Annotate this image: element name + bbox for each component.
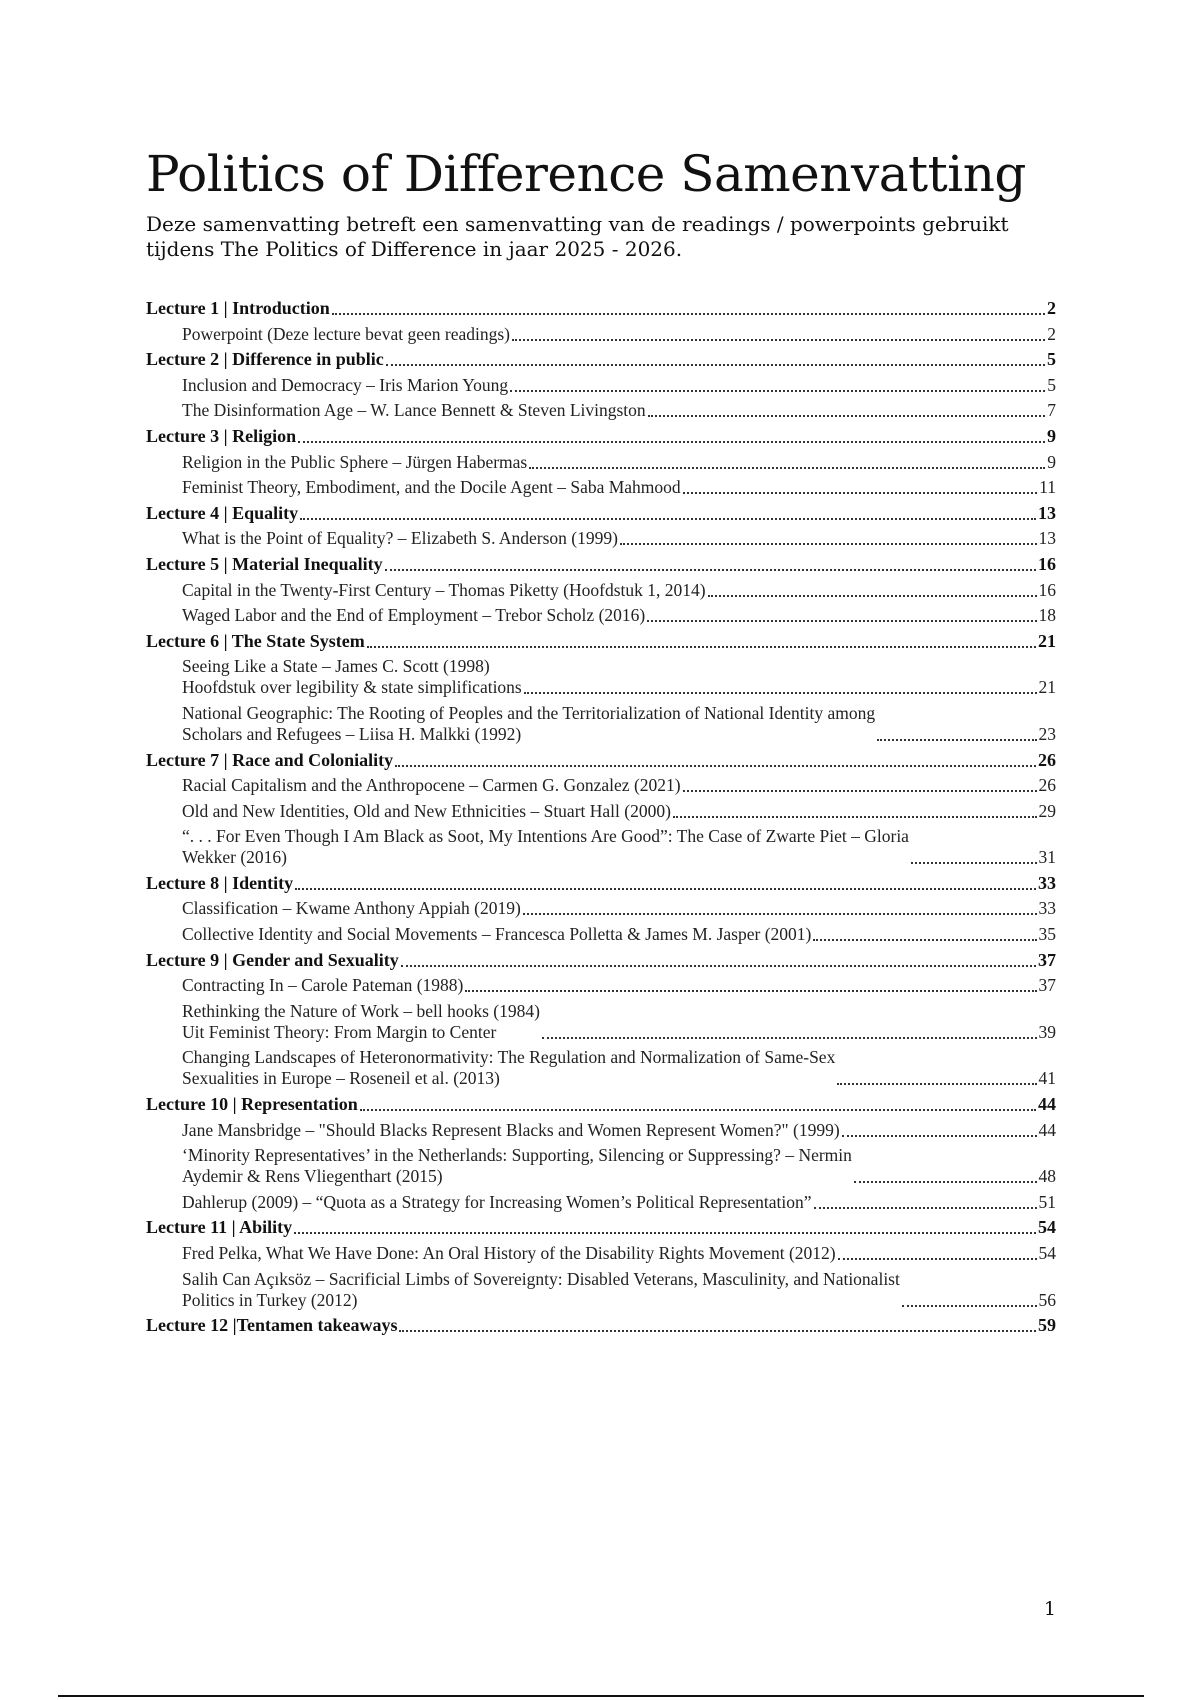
toc-dot-leader <box>683 778 1037 792</box>
toc-dot-leader <box>902 1293 1037 1307</box>
toc-entry-title: Lecture 9 | Gender and Sexuality <box>146 949 399 970</box>
toc-entry-title: Lecture 10 | Representation <box>146 1094 358 1115</box>
toc-dot-leader <box>877 727 1036 741</box>
toc-page-number: 5 <box>1047 374 1056 395</box>
toc-dot-leader <box>294 1220 1036 1234</box>
toc-lecture-entry[interactable] <box>146 631 1056 652</box>
toc-dot-leader <box>512 327 1045 341</box>
toc-reading-entry[interactable] <box>146 1192 1056 1213</box>
toc-page-number: 21 <box>1038 630 1056 651</box>
toc-reading-entry[interactable] <box>146 1001 1056 1043</box>
toc-dot-leader <box>395 753 1036 767</box>
toc-dot-leader <box>523 901 1037 915</box>
toc-entry-title: Lecture 5 | Material Inequality <box>146 553 383 574</box>
toc-dot-leader <box>529 455 1045 469</box>
toc-page-number: 16 <box>1038 553 1056 574</box>
toc-reading-entry[interactable] <box>146 801 1056 822</box>
toc-entry-title: National Geographic: The Rooting of Peoples and the Territorialization of National Identity among Scholars and Refugees – Liisa H. Malkki (1992) <box>182 702 876 744</box>
toc-dot-leader <box>332 301 1045 315</box>
toc-dot-leader <box>385 557 1036 571</box>
toc-entry-title: Dahlerup (2009) – “Quota as a Strategy for Increasing Women’s Political Representation” <box>182 1191 812 1212</box>
toc-entry-title: What is the Point of Equality? – Elizabeth S. Anderson (1999) <box>182 528 618 549</box>
toc-dot-leader <box>295 876 1036 890</box>
toc-reading-entry[interactable] <box>146 924 1056 945</box>
toc-entry-title: Religion in the Public Sphere – Jürgen Habermas <box>182 451 528 472</box>
toc-page-number: 54 <box>1038 1243 1056 1263</box>
toc-dot-leader <box>367 634 1036 648</box>
toc-page-number: 44 <box>1038 1119 1056 1140</box>
toc-entry-title: Classification – Kwame Anthony Appiah (2019) <box>182 898 521 919</box>
page-title: Politics of Difference Samenvatting <box>146 145 1026 203</box>
toc-page-number: 18 <box>1038 605 1056 626</box>
toc-dot-leader <box>510 378 1045 392</box>
toc-entry-title: Lecture 11 | Ability <box>146 1217 293 1238</box>
toc-dot-leader <box>673 804 1037 818</box>
toc-page-number: 59 <box>1038 1315 1056 1336</box>
toc-dot-leader <box>298 429 1045 443</box>
toc-entry-title: ‘Minority Representatives’ in the Netherlands: Supporting, Silencing or Suppressing? – Nermin Aydemir & Rens Vliegenthart (2015) <box>182 1145 852 1187</box>
toc-dot-leader <box>648 403 1046 417</box>
toc-page-number: 51 <box>1038 1191 1056 1212</box>
toc-lecture-entry[interactable] <box>146 750 1056 771</box>
toc-lecture-entry[interactable] <box>146 349 1056 370</box>
toc-entry-title: Lecture 1 | Introduction <box>146 298 330 318</box>
toc-lecture-entry[interactable] <box>146 426 1056 447</box>
toc-entry-title: Lecture 12 |Tentamen takeaways <box>146 1315 398 1336</box>
toc-entry-title: The Disinformation Age – W. Lance Bennett & Steven Livingston <box>182 400 646 421</box>
toc-reading-entry[interactable] <box>146 324 1056 345</box>
toc-reading-entry[interactable] <box>146 580 1056 601</box>
toc-page-number: 9 <box>1047 451 1056 472</box>
page-subtitle: Deze samenvatting betreft een samenvatting van de readings / powerpoints gebruikt tijdens The Politics of Difference in jaar 2025 - 2026. <box>146 212 1009 261</box>
toc-dot-leader <box>813 927 1036 941</box>
toc-reading-entry[interactable] <box>146 452 1056 473</box>
toc-page-number: 26 <box>1038 749 1056 770</box>
toc-dot-leader <box>837 1071 1036 1085</box>
toc-page-number: 21 <box>1038 677 1056 698</box>
toc-reading-entry[interactable] <box>146 656 1056 698</box>
toc-dot-leader <box>854 1169 1037 1183</box>
toc-reading-entry[interactable] <box>146 1269 1056 1311</box>
toc-dot-leader <box>386 352 1045 366</box>
toc-dot-leader <box>401 953 1036 967</box>
toc-entry-title: Old and New Identities, Old and New Ethnicities – Stuart Hall (2000) <box>182 800 671 821</box>
toc-entry-title: Lecture 6 | The State System <box>146 630 365 651</box>
toc-page-number: 37 <box>1038 975 1056 996</box>
toc-reading-entry[interactable] <box>146 1243 1056 1264</box>
toc-lecture-entry[interactable] <box>146 1094 1056 1115</box>
toc-entry-title: Lecture 7 | Race and Coloniality <box>146 749 394 770</box>
toc-page-number: 23 <box>1038 723 1056 744</box>
toc-lecture-entry[interactable] <box>146 298 1056 319</box>
toc-reading-entry[interactable] <box>146 975 1056 996</box>
toc-entry-title: Salih Can Açıksöz – Sacrificial Limbs of Sovereignty: Disabled Veterans, Masculinity, and Nationalist Politics in Turkey (2012) <box>182 1268 900 1310</box>
toc-reading-entry[interactable] <box>146 898 1056 919</box>
toc-page-number: 41 <box>1038 1068 1056 1089</box>
toc-entry-title: Inclusion and Democracy – Iris Marion Young <box>182 374 509 395</box>
toc-page-number: 11 <box>1039 477 1056 498</box>
toc-page-number: 44 <box>1038 1094 1056 1115</box>
toc-page-number: 33 <box>1038 898 1056 919</box>
toc-page-number: 7 <box>1047 400 1056 421</box>
toc-page-number: 2 <box>1047 298 1056 318</box>
toc-entry-title: Feminist Theory, Embodiment, and the Docile Agent – Saba Mahmood <box>182 477 681 498</box>
toc-entry-title: Powerpoint (Deze lecture bevat geen readings) <box>182 323 510 344</box>
toc-reading-entry[interactable] <box>146 1145 1056 1187</box>
toc-dot-leader <box>620 531 1037 545</box>
toc-dot-leader <box>708 583 1037 597</box>
footer-divider <box>58 1695 1144 1697</box>
toc-reading-entry[interactable] <box>146 1047 1056 1089</box>
toc-dot-leader <box>838 1246 1037 1260</box>
toc-lecture-entry[interactable] <box>146 554 1056 575</box>
toc-entry-title: Jane Mansbridge – "Should Blacks Represent Blacks and Women Represent Women?" (1999) <box>182 1119 840 1140</box>
toc-lecture-entry[interactable] <box>146 1217 1056 1238</box>
toc-reading-entry[interactable] <box>146 775 1056 796</box>
toc-lecture-entry[interactable] <box>146 503 1056 524</box>
toc-dot-leader <box>465 978 1036 992</box>
toc-reading-entry[interactable] <box>146 826 1056 868</box>
toc-page-number: 33 <box>1038 872 1056 893</box>
toc-reading-entry[interactable] <box>146 477 1056 498</box>
toc-entry-title: Capital in the Twenty-First Century – Thomas Piketty (Hoofdstuk 1, 2014) <box>182 579 706 600</box>
toc-reading-entry[interactable] <box>146 375 1056 396</box>
toc-reading-entry[interactable] <box>146 1120 1056 1141</box>
toc-lecture-entry[interactable] <box>146 1315 1056 1336</box>
table-of-contents <box>146 298 1056 1336</box>
toc-page-number: 35 <box>1038 924 1056 945</box>
toc-page-number: 48 <box>1038 1166 1056 1187</box>
toc-dot-leader <box>842 1123 1037 1137</box>
toc-dot-leader <box>814 1195 1037 1209</box>
toc-reading-entry[interactable] <box>146 703 1056 745</box>
toc-reading-entry[interactable] <box>146 605 1056 626</box>
toc-page-number: 29 <box>1038 800 1056 821</box>
toc-entry-title: Lecture 3 | Religion <box>146 425 297 446</box>
toc-page-number: 39 <box>1038 1021 1056 1042</box>
toc-entry-title: Contracting In – Carole Pateman (1988) <box>182 975 464 996</box>
toc-page-number: 56 <box>1038 1289 1056 1310</box>
toc-lecture-entry[interactable] <box>146 873 1056 894</box>
toc-entry-title: Lecture 8 | Identity <box>146 872 294 893</box>
toc-page-number: 16 <box>1038 579 1056 600</box>
toc-page-number: 26 <box>1038 775 1056 796</box>
toc-entry-title: Lecture 4 | Equality <box>146 502 299 523</box>
toc-dot-leader <box>360 1097 1036 1111</box>
toc-page-number: 5 <box>1047 349 1056 370</box>
toc-page-number: 9 <box>1047 425 1056 446</box>
toc-dot-leader <box>524 680 1037 694</box>
toc-reading-entry[interactable] <box>146 528 1056 549</box>
toc-page-number: 13 <box>1038 528 1056 549</box>
toc-dot-leader <box>911 850 1037 864</box>
toc-page-number: 31 <box>1038 847 1056 868</box>
toc-dot-leader <box>300 506 1036 520</box>
toc-entry-title: Fred Pelka, What We Have Done: An Oral History of the Disability Rights Movement (2012) <box>182 1243 836 1263</box>
toc-page-number: 2 <box>1047 323 1056 344</box>
toc-entry-title: Waged Labor and the End of Employment – Trebor Scholz (2016) <box>182 605 646 626</box>
toc-page-number: 37 <box>1038 949 1056 970</box>
toc-entry-title: Seeing Like a State – James C. Scott (1998) Hoofdstuk over legibility & state simplifications <box>182 656 522 698</box>
toc-entry-title: Lecture 2 | Difference in public <box>146 349 384 370</box>
toc-page-number: 13 <box>1038 502 1056 523</box>
toc-reading-entry[interactable] <box>146 400 1056 421</box>
toc-dot-leader <box>399 1318 1036 1332</box>
toc-entry-title: Collective Identity and Social Movements – Francesca Polletta & James M. Jasper (2001) <box>182 924 812 945</box>
toc-entry-title: “. . . For Even Though I Am Black as Soot, My Intentions Are Good”: The Case of Zwarte Piet – Gloria Wekker (2016) <box>182 826 909 868</box>
toc-dot-leader <box>683 480 1037 494</box>
page-number: 1 <box>1043 1598 1056 1620</box>
toc-entry-title: Racial Capitalism and the Anthropocene – Carmen G. Gonzalez (2021) <box>182 775 681 796</box>
toc-lecture-entry[interactable] <box>146 950 1056 971</box>
toc-dot-leader <box>542 1025 1037 1039</box>
toc-dot-leader <box>647 608 1036 622</box>
toc-page-number: 54 <box>1038 1217 1056 1238</box>
toc-entry-title: Rethinking the Nature of Work – bell hooks (1984) Uit Feminist Theory: From Margin to Center <box>182 1000 540 1042</box>
toc-entry-title: Changing Landscapes of Heteronormativity: The Regulation and Normalization of Same-Sex Sexualities in Europe – Roseneil et al. (2013) <box>182 1047 836 1089</box>
